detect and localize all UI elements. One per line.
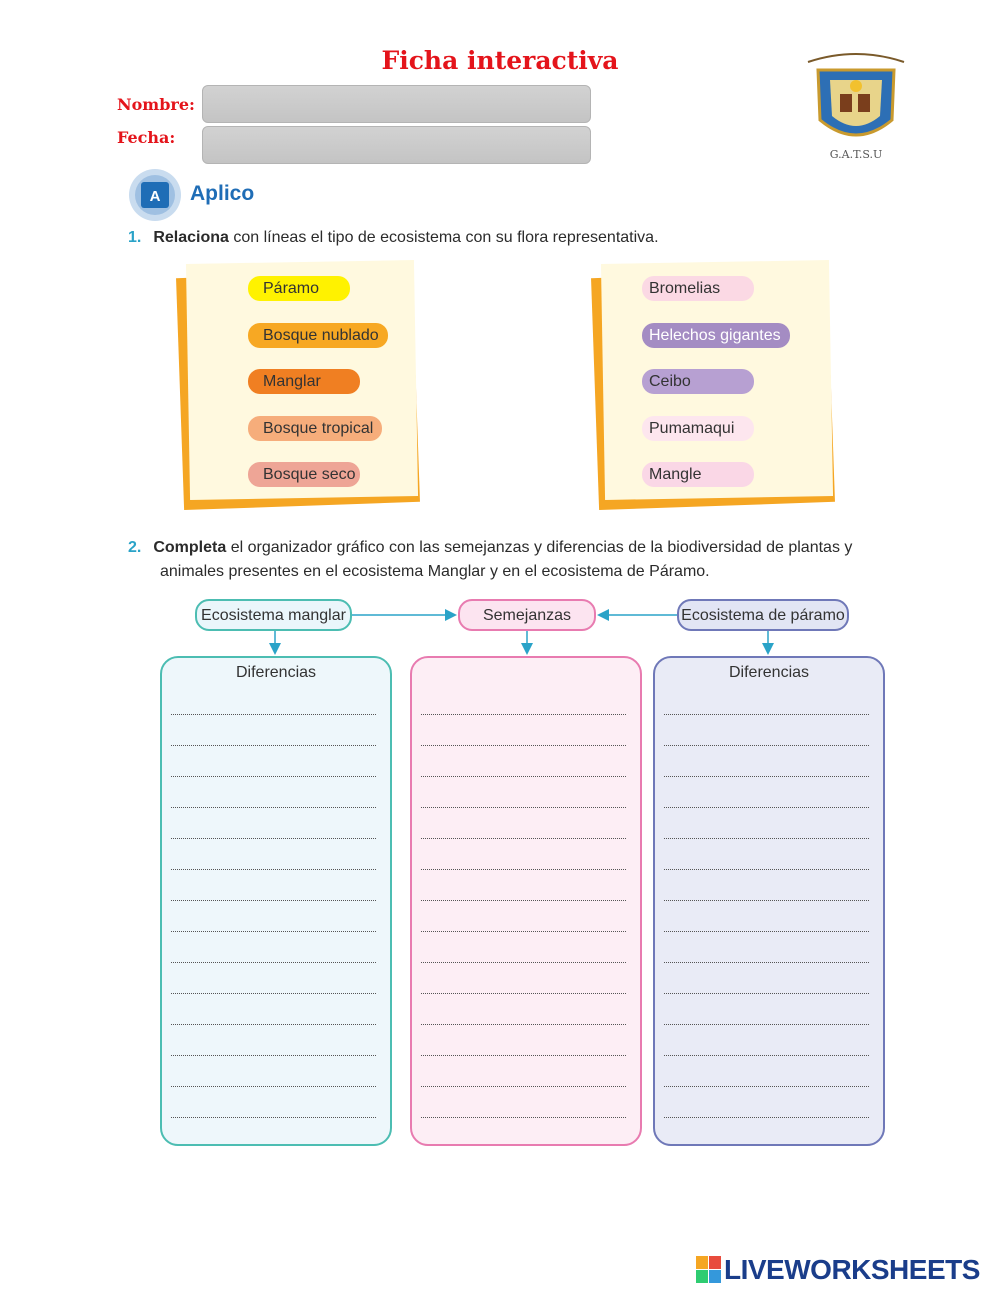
logo-caption: G.A.T.S.U xyxy=(829,148,883,161)
question-1-text: con líneas el tipo de ecosistema con su flora representativa. xyxy=(228,229,659,246)
writing-line[interactable] xyxy=(171,807,376,808)
question-2-number: 2. xyxy=(128,539,142,556)
writing-line[interactable] xyxy=(421,807,626,808)
writing-line[interactable] xyxy=(421,1024,626,1025)
writing-line[interactable] xyxy=(664,1024,869,1025)
flora-pill[interactable]: Mangle xyxy=(642,462,754,487)
writing-line[interactable] xyxy=(664,869,869,870)
question-1-bold: Relaciona xyxy=(153,229,229,246)
writing-line[interactable] xyxy=(664,1117,869,1118)
question-2-line2: animales presentes en el ecosistema Manglar y en el ecosistema de Páramo. xyxy=(160,563,710,580)
writing-line[interactable] xyxy=(171,1117,376,1118)
writing-line[interactable] xyxy=(421,900,626,901)
writing-line[interactable] xyxy=(664,745,869,746)
box-semejanzas: Semejanzas xyxy=(458,599,596,631)
writing-line[interactable] xyxy=(171,869,376,870)
writing-line[interactable] xyxy=(664,776,869,777)
ecosystem-pill[interactable]: Bosque seco xyxy=(248,462,360,487)
fecha-label: Fecha: xyxy=(117,128,176,147)
writing-line[interactable] xyxy=(171,931,376,932)
writing-line[interactable] xyxy=(421,776,626,777)
writing-line[interactable] xyxy=(664,931,869,932)
liveworksheets-logo-icon xyxy=(696,1256,722,1286)
flora-pill[interactable]: Helechos gigantes xyxy=(642,323,790,348)
writing-line[interactable] xyxy=(421,962,626,963)
writing-line[interactable] xyxy=(664,962,869,963)
writing-line[interactable] xyxy=(664,714,869,715)
ecosystem-pill[interactable]: Bosque nublado xyxy=(248,323,388,348)
writing-line[interactable] xyxy=(421,869,626,870)
writing-line[interactable] xyxy=(421,745,626,746)
column-paramo-heading: Diferencias xyxy=(728,664,810,681)
writing-line[interactable] xyxy=(421,1117,626,1118)
writing-line[interactable] xyxy=(664,838,869,839)
writing-line[interactable] xyxy=(171,776,376,777)
writing-line[interactable] xyxy=(664,1086,869,1087)
column-semejanzas xyxy=(410,656,642,1146)
flora-pill[interactable]: Pumamaqui xyxy=(642,416,754,441)
flora-pill[interactable]: Bromelias xyxy=(642,276,754,301)
writing-line[interactable] xyxy=(171,1055,376,1056)
writing-line[interactable] xyxy=(664,1055,869,1056)
column-paramo xyxy=(653,656,885,1146)
ecosystem-pill[interactable]: Páramo xyxy=(248,276,350,301)
question-2-text-1: el organizador gráfico con las semejanzas y diferencias de la biodiversidad de plantas y xyxy=(226,539,853,556)
writing-line[interactable] xyxy=(171,900,376,901)
writing-line[interactable] xyxy=(171,993,376,994)
ecosystem-pill[interactable]: Bosque tropical xyxy=(248,416,382,441)
writing-line[interactable] xyxy=(171,1086,376,1087)
box-ecosistema-paramo: Ecosistema de páramo xyxy=(677,599,849,631)
writing-line[interactable] xyxy=(664,807,869,808)
writing-line[interactable] xyxy=(421,931,626,932)
writing-line[interactable] xyxy=(171,714,376,715)
nombre-label: Nombre: xyxy=(117,95,195,114)
writing-line[interactable] xyxy=(664,900,869,901)
writing-line[interactable] xyxy=(421,993,626,994)
writing-line[interactable] xyxy=(421,1086,626,1087)
writing-line[interactable] xyxy=(421,1055,626,1056)
writing-line[interactable] xyxy=(664,993,869,994)
writing-line[interactable] xyxy=(171,962,376,963)
box-ecosistema-manglar: Ecosistema manglar xyxy=(195,599,352,631)
writing-line[interactable] xyxy=(171,1024,376,1025)
column-manglar-heading: Diferencias xyxy=(235,664,317,681)
writing-line[interactable] xyxy=(171,745,376,746)
question-2-bold: Completa xyxy=(153,539,227,556)
section-title: Aplico xyxy=(190,182,255,205)
page-title: Ficha interactiva xyxy=(381,46,619,75)
aplico-badge-letter: A xyxy=(149,188,161,205)
writing-line[interactable] xyxy=(421,838,626,839)
writing-line[interactable] xyxy=(171,838,376,839)
ecosystem-pill[interactable]: Manglar xyxy=(248,369,360,394)
footer-brand: LIVEWORKSHEETS xyxy=(724,1254,980,1285)
column-manglar xyxy=(160,656,392,1146)
question-1-number: 1. xyxy=(128,229,142,246)
flora-pill[interactable]: Ceibo xyxy=(642,369,754,394)
writing-line[interactable] xyxy=(421,714,626,715)
